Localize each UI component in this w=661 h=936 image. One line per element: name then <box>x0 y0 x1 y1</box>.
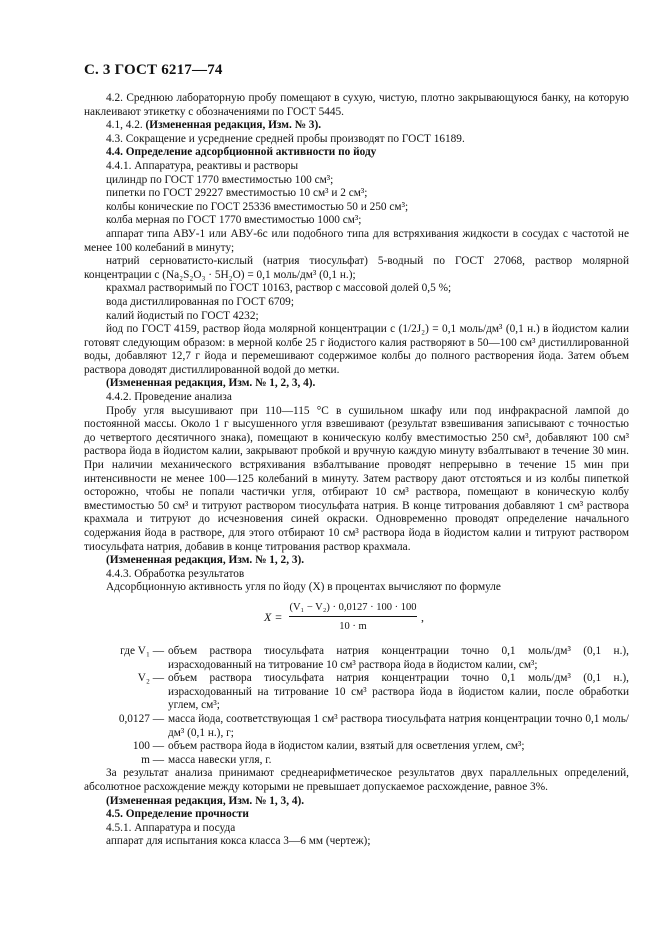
amendment-note: (Измененная редакция, Изм. № 1, 3, 4). <box>106 794 305 807</box>
list-item: натрий серноватисто-кислый (натрия тиосульфат) 5-водный по ГОСТ 27068, раствор молярной концентрации c (Na₂S₂O₃ · 5H₂O) = 0,1 моль/дм³ (0,1 н.); <box>84 255 629 281</box>
paragraph: 4.3. Сокращение и усреднение средней пробы производят по ГОСТ 16189. <box>106 132 465 145</box>
definition-item <box>84 754 629 768</box>
formula-comma: , <box>421 609 424 624</box>
list-item: аппарат типа АВУ-1 или АВУ-6с или подобного типа для встряхивания жидкости в сосудах с частотой не менее 100 колебаний в минуту; <box>84 227 629 254</box>
definition-item <box>84 645 629 672</box>
paragraph: За результат анализа принимают среднеарифметическое результатов двух параллельных определений, абсолютное расхождение между которыми не превышает допускаемое расхождение, равное 3%. <box>84 767 629 793</box>
subsection-heading: 4.4.1. Аппаратура, реактивы и растворы <box>106 159 299 172</box>
definition-item <box>84 713 629 740</box>
definition-symbol: 0,0127 — <box>118 712 164 725</box>
list-item: аппарат для испытания кокса класса 3—6 мм (чертеж); <box>106 835 371 848</box>
list-item: вода дистиллированная по ГОСТ 6709; <box>106 295 294 308</box>
amendment-bold: (Измененная редакция, Изм. № 3). <box>145 119 322 132</box>
fraction-bar <box>289 616 417 617</box>
formula-numerator: (V₁ − V₂) · 0,0127 · 100 · 100 <box>289 601 417 613</box>
subsection-heading: 4.4.2. Проведение анализа <box>106 391 232 404</box>
page-header: С. 3 ГОСТ 6217—74 <box>84 62 223 78</box>
section-heading: 4.5. Определение прочности <box>106 808 249 821</box>
definition-text: масса йода, соответствующая 1 см³ раствора тиосульфата натрия концентрации точно 0,1 моль/дм³ (0,1 н.), г; <box>168 712 629 739</box>
list-item: колбы конические по ГОСТ 25336 вместимостью 50 и 250 см³; <box>106 200 409 213</box>
amendment-prefix: 4.1, 4.2. <box>106 119 146 132</box>
list-item: крахмал растворимый по ГОСТ 10163, раствор с массовой долей 0,5 %; <box>106 282 452 295</box>
amendment-note: (Измененная редакция, Изм. № 1, 2, 3). <box>106 554 305 567</box>
definition-item <box>84 740 629 754</box>
definition-item <box>84 672 629 713</box>
definition-symbol: m — <box>141 753 164 766</box>
definition-text: объем раствора йода в йодистом калии, взятый для осветления углем, см³; <box>168 740 525 753</box>
amendment-note <box>84 119 629 133</box>
list-item: йод по ГОСТ 4159, раствор йода молярной концентрации c (1/2J₂) = 0,1 моль/дм³ (0,1 н.) в йодистом калии готовят следующим образом: в мерной колбе 25 г йодистого калия растворяют в 50—100 см³ дистиллированной воды, добавляют 12,7 г йода и перемешивают содержимое колбы до полного растворения йода. Затем объем раствора доводят дистиллированной водой до метки. <box>84 323 629 376</box>
definition-symbol: 100 — <box>132 740 164 753</box>
list-item: цилиндр по ГОСТ 1770 вместимостью 100 см³; <box>106 173 334 186</box>
document-body <box>84 92 629 849</box>
section-heading: 4.4. Определение адсорбционной активности по йоду <box>106 146 377 159</box>
formula <box>84 599 629 639</box>
amendment-note: (Измененная редакция, Изм. № 1, 2, 3, 4). <box>106 377 316 390</box>
subsection-heading: 4.5.1. Аппаратура и посуда <box>106 821 236 834</box>
subsection-heading: 4.4.3. Обработка результатов <box>106 567 245 580</box>
definition-symbol: где V₁ — <box>120 644 164 657</box>
list-item: калий йодистый по ГОСТ 4232; <box>106 309 259 322</box>
paragraph: Адсорбционную активность угля по йоду (X) в процентах вычисляют по формуле <box>106 581 501 594</box>
definition-text: объем раствора тиосульфата натрия концентрации точно 0,1 моль/дм³ (0,1 н.), израсходованный на титрование 10 см³ раствора йода в йодистом калии, после обработки углем, см³; <box>168 672 629 712</box>
list-item: пипетки по ГОСТ 29227 вместимостью 10 см³ и 2 см³; <box>106 187 368 200</box>
list-item: колба мерная по ГОСТ 1770 вместимостью 1000 см³; <box>106 214 362 227</box>
definition-symbol: V₂ — <box>137 672 164 685</box>
paragraph: 4.2. Среднюю лабораторную пробу помещают в сухую, чистую, плотно закрывающуюся банку, на которую наклеивают этикетку с обозначениями по ГОСТ 5445. <box>84 92 629 118</box>
formula-denominator: 10 · m <box>339 620 367 632</box>
formula-lhs: X = <box>264 609 283 624</box>
definition-text: масса навески угля, г. <box>168 753 272 766</box>
paragraph: Пробу угля высушивают при 110—115 °С в сушильном шкафу или под инфракрасной лампой до постоянной массы. Около 1 г высушенного угля взвешивают (результат взвешивания записывают с точностью до четвертого десятичного знака), помещают в коническую колбу вместимостью 250 см³, добавляют 100 см³ раствора йода в йодистом калии, закрывают пробкой и вручную каждую минуту взбалтывают в течение 30 мин. При наличии механического встряхивания взбалтывание проводят непрерывно в течение 15 мин при интенсивности не менее 100—125 колебаний в минуту. Затем раствору дают отстояться и из колбы пипеткой осторожно, чтобы не попали частички угля, отбирают 10 см³ раствора, помещают в коническую колбу вместимостью 50 см³ и титруют раствором тиосульфата натрия. В конце титрования добавляют 1 см³ раствора крахмала и титруют до исчезновения синей окраски. Одновременно проводят определение начального содержания йода в растворе, для этого отбирают 10 см³ раствора йода в йодистом калии и титруют раствором тиосульфата натрия, добавив в конце титрования раствор крахмала. <box>84 404 629 553</box>
definition-text: объем раствора тиосульфата натрия концентрации точно 0,1 моль/дм³ (0,1 н.), израсходованный на титрование 10 см³ раствора йода в йодистом калии, см³; <box>168 644 629 671</box>
